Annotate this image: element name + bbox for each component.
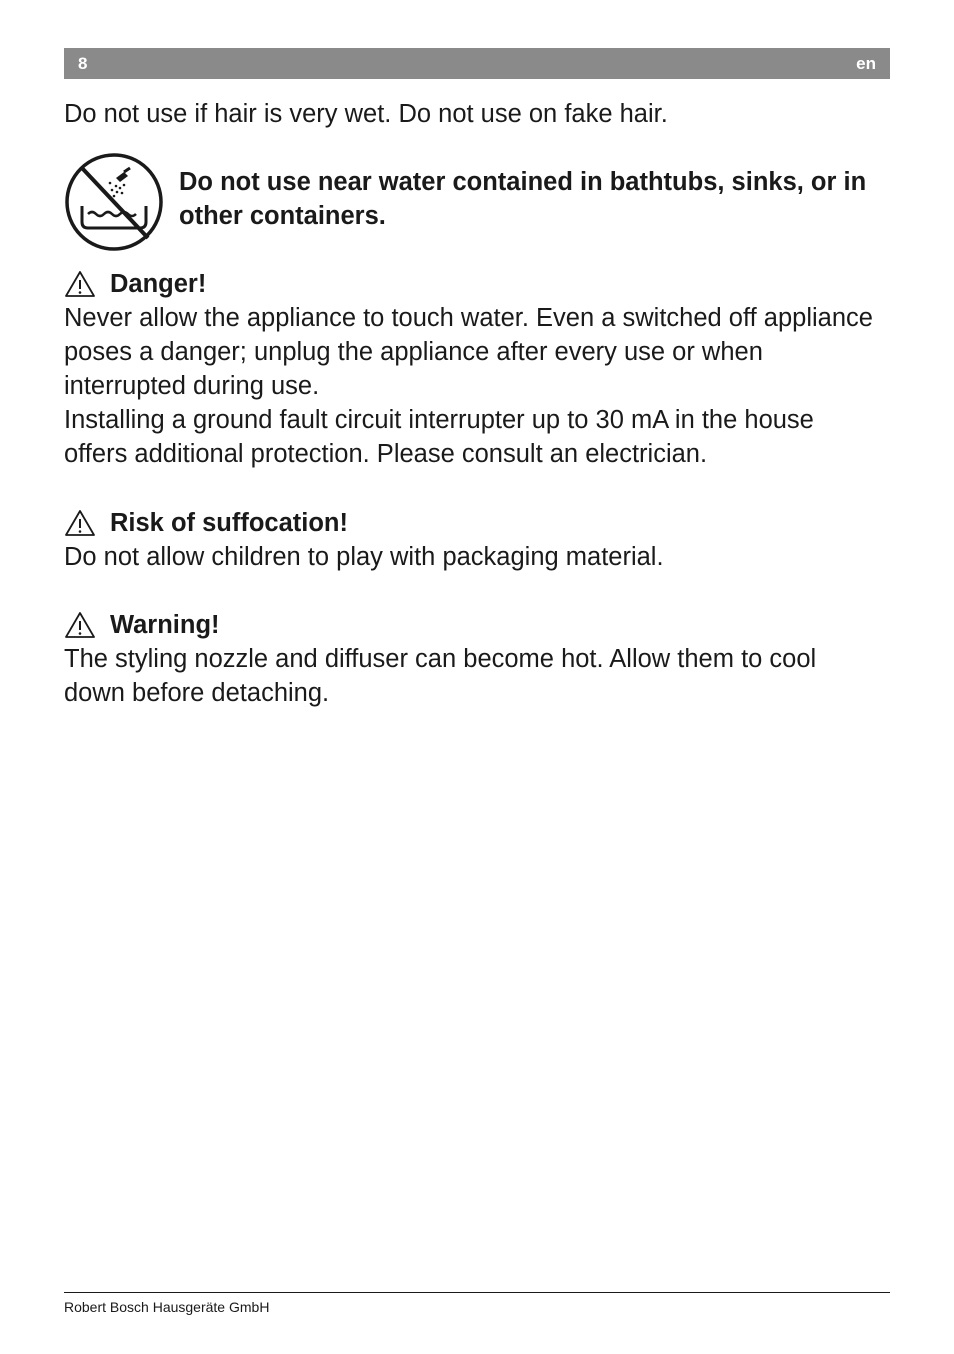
suffocation-heading bbox=[64, 506, 348, 540]
warning-heading bbox=[64, 608, 220, 642]
suffocation-title: Risk of suffocation! bbox=[110, 509, 349, 537]
intro-text: Do not use if hair is very wet. Do not use on fake hair. bbox=[64, 100, 668, 128]
warning-triangle-icon bbox=[64, 270, 96, 298]
bath-warning-text: Do not use near water contained in bathtubs, sinks, or in other containers. bbox=[179, 168, 867, 230]
page-header-bar bbox=[64, 48, 890, 79]
danger-title: Danger! bbox=[110, 270, 207, 298]
footer-company: Robert Bosch Hausgeräte GmbH bbox=[64, 1299, 270, 1315]
warning-triangle-icon bbox=[64, 611, 96, 639]
danger-paragraph-2: Installing a ground fault circuit interrupter up to 30 mA in the house offers additional protection. Please consult an electrician. bbox=[64, 406, 814, 468]
warning-text: The styling nozzle and diffuser can become hot. Allow them to cool down before detaching. bbox=[64, 645, 817, 707]
danger-paragraph-1: Never allow the appliance to touch water. Even a switched off appliance poses a danger; unplug the appliance after every use or when interrupted during use. bbox=[64, 304, 873, 400]
warning-title: Warning! bbox=[110, 611, 220, 639]
page-number: 8 bbox=[78, 54, 88, 73]
warning-triangle-icon bbox=[64, 509, 96, 537]
language-code: en bbox=[856, 54, 876, 73]
suffocation-text: Do not allow children to play with packaging material. bbox=[64, 543, 664, 571]
danger-heading bbox=[64, 267, 206, 301]
footer-divider bbox=[64, 1292, 890, 1293]
no-water-bathtub-icon bbox=[64, 152, 164, 252]
